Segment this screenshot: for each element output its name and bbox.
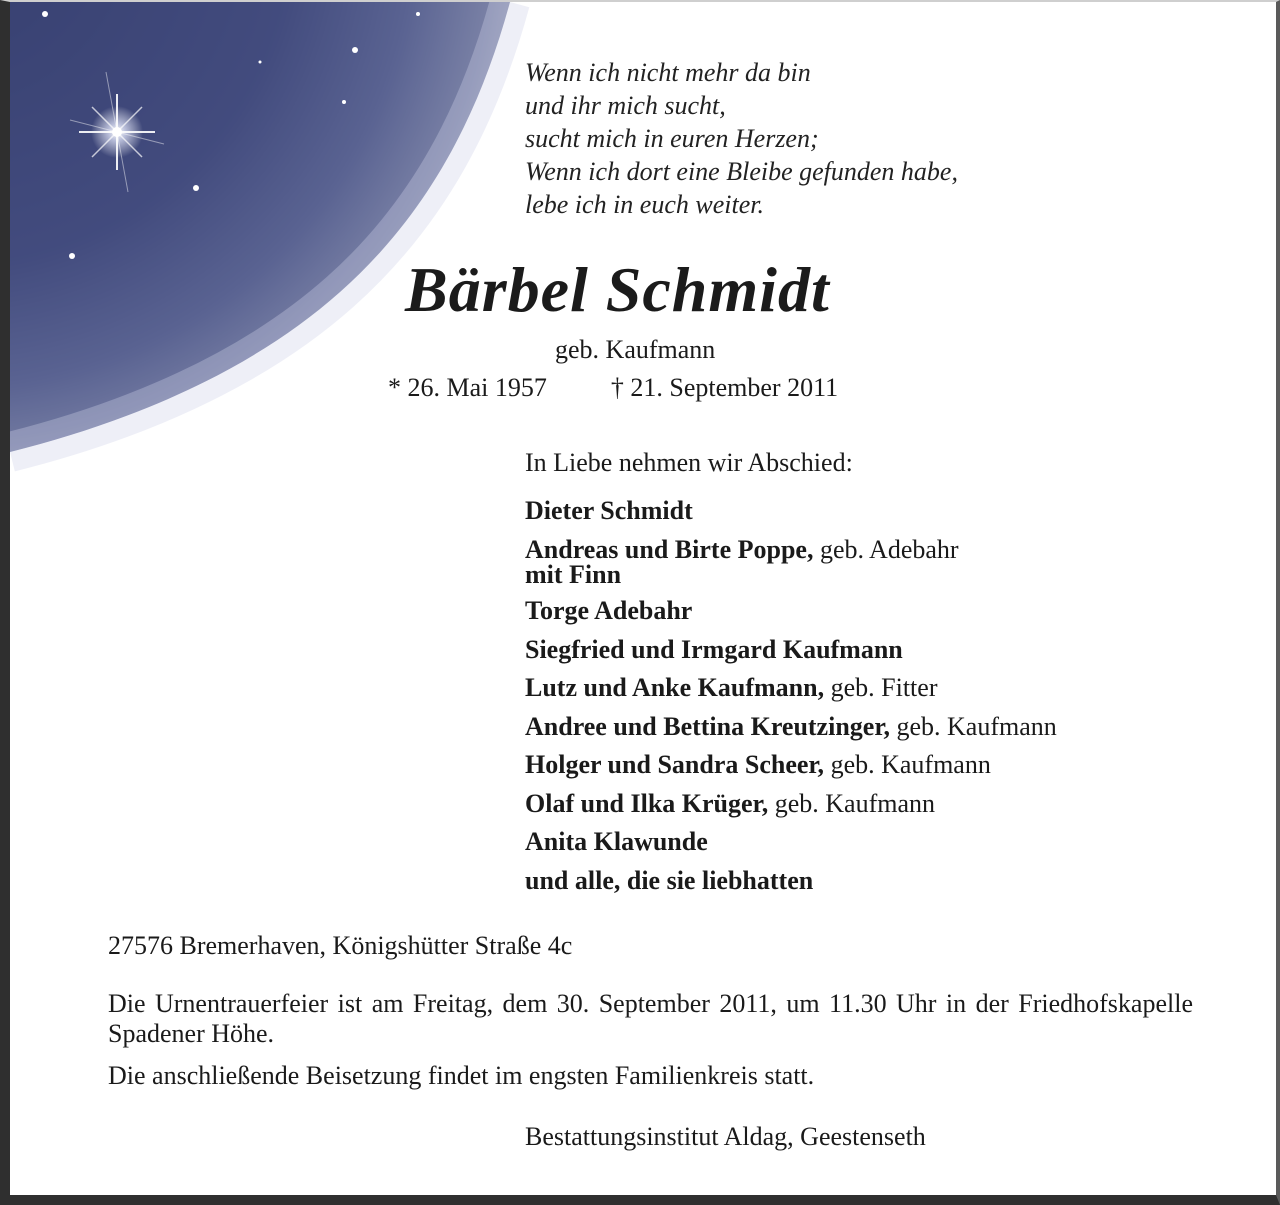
- mourner-name: Olaf und Ilka Krüger,: [525, 788, 769, 818]
- mourner-item: [525, 862, 1057, 901]
- mourner-name: Dieter Schmidt: [525, 496, 693, 525]
- mourner-item: [525, 669, 1057, 708]
- mourner-name: Siegfried und Irmgard Kaufmann: [525, 634, 903, 664]
- mourner-suffix: geb. Kaufmann: [768, 788, 935, 818]
- life-dates: [388, 373, 838, 403]
- mourning-address: 27576 Bremerhaven, Königshütter Straße 4c: [108, 931, 573, 960]
- mourner-item: [525, 708, 1057, 747]
- mourner-name: Torge Adebahr: [525, 596, 693, 625]
- poem-line: Wenn ich nicht mehr da bin: [525, 58, 811, 87]
- burial-info: Die anschließende Beisetzung findet im engsten Familienkreis statt.: [108, 1061, 815, 1090]
- undertaker: Bestattungsinstitut Aldag, Geestenseth: [525, 1122, 926, 1151]
- poem-line: Wenn ich dort eine Bleibe gefunden habe,: [525, 157, 958, 186]
- deceased-name: Bärbel Schmidt: [405, 254, 830, 325]
- poem-line: sucht mich in euren Herzen;: [525, 124, 819, 153]
- mourner-item: [525, 592, 1057, 631]
- mourner-name: Andree und Bettina Kreutzinger,: [525, 711, 890, 741]
- poem-line: und ihr mich sucht,: [525, 91, 726, 120]
- mourner-name: und alle, die sie liebhatten: [525, 865, 814, 895]
- mourner-name: Lutz und Anke Kaufmann,: [525, 673, 825, 702]
- mourner-name: Holger und Sandra Scheer,: [525, 750, 825, 779]
- mourner-item: [525, 785, 1057, 824]
- mourner-item: [525, 823, 1057, 862]
- death-date: † 21. September 2011: [610, 373, 839, 402]
- mourner-suffix: geb. Kaufmann: [889, 711, 1057, 741]
- mourner-suffix: geb. Fitter: [824, 673, 938, 702]
- mourner-item: [525, 746, 1057, 785]
- mourner-suffix: geb. Adebahr: [813, 534, 959, 564]
- mourner-item: [525, 531, 1057, 589]
- poem: [525, 56, 958, 221]
- poem-line: lebe ich in euch weiter.: [525, 190, 764, 219]
- mourner-name: Andreas und Birte Poppe,: [525, 534, 814, 564]
- mourner-suffix: geb. Kaufmann: [824, 750, 991, 779]
- maiden-name: geb. Kaufmann: [555, 335, 716, 364]
- farewell-intro: In Liebe nehmen wir Abschied:: [525, 448, 853, 477]
- ceremony-info: Die Urnentrauerfeier ist am Freitag, dem 30. September 2011, um 11.30 Uhr in der Friedhofskapelle Spadener Höhe.: [108, 989, 1193, 1048]
- birth-date: * 26. Mai 1957: [388, 373, 547, 402]
- mourners-list: [525, 492, 1057, 900]
- mourner-item: [525, 631, 1057, 670]
- mourner-sub: mit Finn: [525, 560, 622, 589]
- mourner-item: [525, 492, 1057, 531]
- mourner-name: Anita Klawunde: [525, 827, 708, 856]
